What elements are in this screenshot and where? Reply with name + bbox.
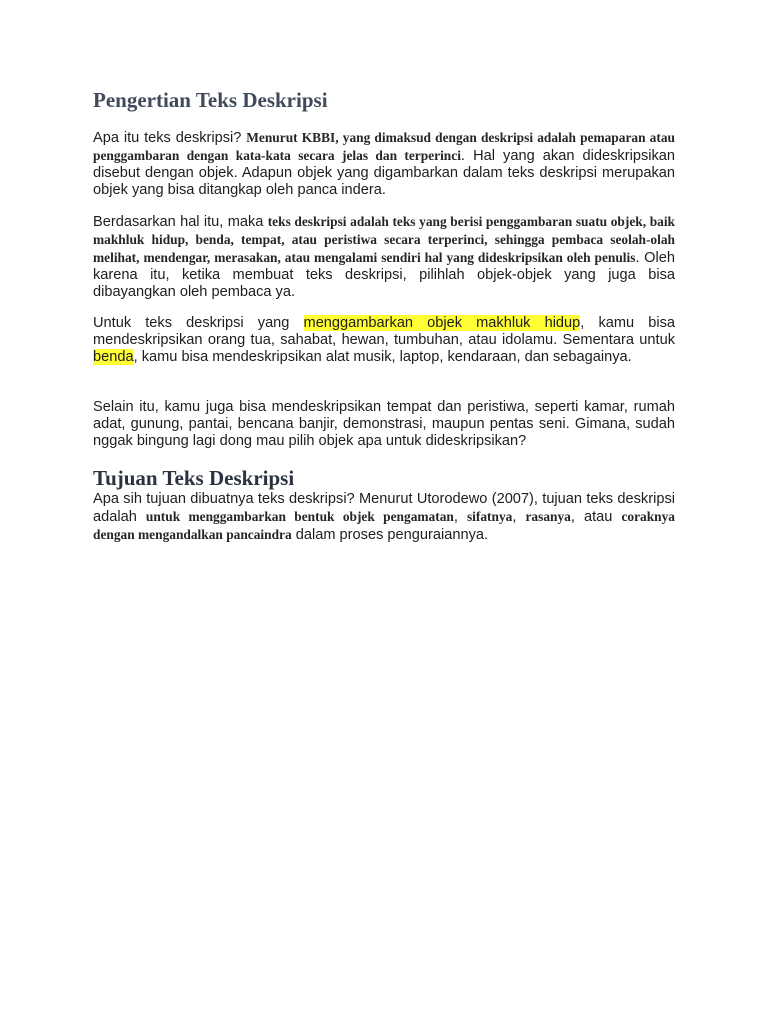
text-run: Selain itu, kamu juga bisa mendeskripsikan tempat dan peristiwa, seperti kamar, rumah adat, gunung, pantai, bencana banjir, demonstrasi, maupun pentas seni. Gimana, sudah nggak bingung lagi dong mau pilih objek apa untuk dideskripsikan? [93, 399, 675, 449]
bold-run: teks deskripsi adalah teks yang berisi penggambaran suatu objek, baik makhluk hidup, benda, tempat, atau peristiwa secara terperinci, sehingga pembaca seolah-olah melihat, mendengar, merasakan, atau mengalami sendiri hal yang dideskripsikan oleh penulis [93, 214, 676, 265]
text-run: , [512, 509, 526, 525]
text-run: , kamu bisa mendeskripsikan alat musik, laptop, kendaraan, dan sebagainya. [133, 349, 632, 365]
bold-run: coraknya dengan mengandalkan pancaindra [93, 509, 676, 542]
text-run: , atau [570, 509, 622, 525]
text-run: Apa itu teks deskripsi? [93, 130, 247, 146]
bold-run: untuk menggambarkan bentuk objek pengamatan [145, 509, 454, 524]
bold-run: sifatnya [466, 509, 513, 524]
paragraph-purpose [93, 491, 675, 544]
bold-run: rasanya [525, 509, 571, 524]
text-run: , [453, 509, 467, 525]
text-run: Untuk teks deskripsi yang [93, 315, 304, 331]
text-run: Apa sih tujuan dibuatnya teks deskripsi? Menurut Utorodewo (2007), tujuan teks deskripsi adalah [93, 491, 675, 525]
text-run: , kamu bisa mendeskripsikan orang tua, sahabat, hewan, tumbuhan, atau idolamu. Sementara untuk [93, 315, 676, 348]
paragraph-examples [93, 315, 675, 366]
text-run: dalam proses penguraiannya. [291, 527, 489, 543]
paragraph-places-events [93, 399, 675, 450]
paragraph-definition [93, 129, 675, 199]
highlighted-run: benda [93, 349, 134, 365]
paragraph-explanation [93, 213, 675, 301]
text-run: . Hal yang akan dideskripsikan disebut dengan objek. Adapun objek yang digambarkan dalam teks deskripsi merupakan objek yang bisa ditangkap oleh panca indera. [93, 148, 676, 198]
text-run: . Oleh karena itu, ketika membuat teks deskripsi, pilihlah objek-objek yang juga bisa dibayangkan oleh pembaca ya. [93, 250, 676, 300]
highlighted-run: menggambarkan objek makhluk hidup [303, 315, 581, 331]
heading-pengertian: Pengertian Teks Deskripsi [93, 88, 328, 112]
text-run: Berdasarkan hal itu, maka [93, 214, 268, 230]
heading-tujuan: Tujuan Teks Deskripsi [93, 466, 295, 490]
bold-run: Menurut KBBI, yang dimaksud dengan deskripsi adalah pemaparan atau penggambaran dengan kata-kata secara jelas dan terperinci [93, 130, 675, 163]
